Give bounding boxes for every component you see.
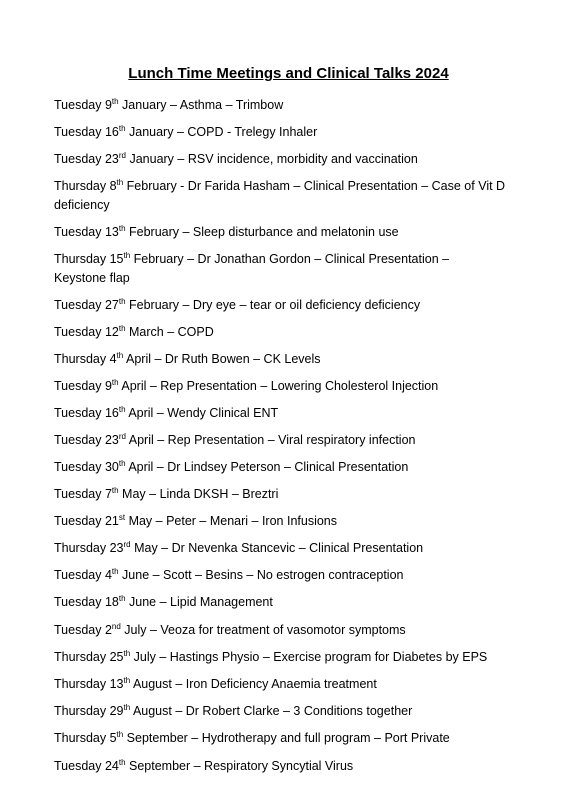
- meeting-date: Thursday 15: [54, 252, 124, 266]
- meeting-description-continued: Keystone flap: [54, 271, 130, 285]
- meeting-date: Thursday 23: [54, 541, 124, 555]
- meeting-description: March – COPD: [125, 325, 214, 339]
- meeting-item: [54, 539, 524, 558]
- meeting-date: Tuesday 18: [54, 595, 119, 609]
- date-ordinal-suffix: th: [111, 377, 119, 387]
- meeting-description: July – Hastings Physio – Exercise program for Diabetes by EPS: [130, 650, 488, 664]
- meeting-date: Thursday 29: [54, 704, 124, 718]
- meeting-item: [54, 593, 524, 612]
- meeting-item: [54, 123, 524, 142]
- date-ordinal-suffix: th: [111, 96, 119, 106]
- meeting-description: May – Linda DKSH – Breztri: [118, 487, 279, 501]
- meeting-item: [54, 250, 524, 288]
- meeting-date: Tuesday 9: [54, 379, 112, 393]
- date-ordinal-suffix: rd: [123, 539, 131, 549]
- meeting-item: [54, 621, 524, 640]
- meeting-item: [54, 757, 524, 776]
- meeting-description: April – Rep Presentation – Viral respiratory infection: [125, 433, 416, 447]
- meeting-date: Tuesday 21: [54, 514, 119, 528]
- meeting-date: Thursday 25: [54, 650, 124, 664]
- meeting-item: [54, 96, 524, 115]
- date-ordinal-suffix: th: [118, 458, 126, 468]
- meeting-date: Tuesday 23: [54, 433, 119, 447]
- date-ordinal-suffix: th: [123, 250, 131, 260]
- meeting-item: [54, 485, 524, 504]
- meeting-date: Tuesday 7: [54, 487, 112, 501]
- meeting-description: September – Hydrotherapy and full program – Port Private: [123, 731, 450, 745]
- meeting-item: [54, 350, 524, 369]
- date-ordinal-suffix: th: [118, 223, 126, 233]
- meeting-description: July – Veoza for treatment of vasomotor symptoms: [120, 623, 406, 637]
- date-ordinal-suffix: th: [116, 350, 124, 360]
- meeting-date: Tuesday 30: [54, 460, 119, 474]
- meeting-description: February - Dr Farida Hasham – Clinical Presentation – Case of Vit D: [123, 179, 506, 193]
- meeting-date: Tuesday 16: [54, 406, 119, 420]
- meeting-item: [54, 323, 524, 342]
- meeting-item: [54, 296, 524, 315]
- date-ordinal-suffix: th: [116, 177, 124, 187]
- meeting-description: April – Wendy Clinical ENT: [125, 406, 279, 420]
- meeting-date: Tuesday 23: [54, 152, 119, 166]
- meeting-item: [54, 431, 524, 450]
- date-ordinal-suffix: nd: [111, 621, 121, 631]
- meeting-description: June – Lipid Management: [125, 595, 273, 609]
- date-ordinal-suffix: rd: [118, 431, 126, 441]
- meeting-description: September – Respiratory Syncytial Virus: [125, 759, 354, 773]
- meeting-date: Thursday 5: [54, 731, 117, 745]
- date-ordinal-suffix: rd: [118, 150, 126, 160]
- meeting-description: April – Rep Presentation – Lowering Cholesterol Injection: [118, 379, 439, 393]
- meeting-date: Tuesday 13: [54, 225, 119, 239]
- meeting-item: [54, 729, 524, 748]
- meeting-description: February – Sleep disturbance and melatonin use: [125, 225, 399, 239]
- meeting-item: [54, 566, 524, 585]
- meeting-item: [54, 675, 524, 694]
- date-ordinal-suffix: th: [118, 123, 126, 133]
- meeting-description: May – Peter – Menari – Iron Infusions: [125, 514, 338, 528]
- meeting-description: August – Iron Deficiency Anaemia treatment: [130, 677, 377, 691]
- date-ordinal-suffix: th: [123, 675, 131, 685]
- meeting-date: Tuesday 24: [54, 759, 119, 773]
- meeting-date: Tuesday 16: [54, 125, 119, 139]
- meeting-description: January – Asthma – Trimbow: [118, 98, 284, 112]
- meeting-item: [54, 648, 524, 667]
- meeting-item: [54, 377, 524, 396]
- meeting-item: [54, 223, 524, 242]
- meeting-date: Thursday 13: [54, 677, 124, 691]
- date-ordinal-suffix: th: [111, 566, 119, 576]
- meeting-item: [54, 150, 524, 169]
- meeting-date: Thursday 4: [54, 352, 117, 366]
- date-ordinal-suffix: th: [116, 729, 124, 739]
- meeting-description: May – Dr Nevenka Stancevic – Clinical Presentation: [130, 541, 424, 555]
- date-ordinal-suffix: th: [111, 485, 119, 495]
- date-ordinal-suffix: th: [123, 702, 131, 712]
- meeting-description: April – Dr Ruth Bowen – CK Levels: [123, 352, 321, 366]
- meeting-date: Tuesday 2: [54, 623, 112, 637]
- date-ordinal-suffix: st: [118, 512, 126, 522]
- meeting-item: [54, 702, 524, 721]
- meeting-description: January – COPD - Trelegy Inhaler: [125, 125, 318, 139]
- date-ordinal-suffix: th: [123, 648, 131, 658]
- meeting-item: [54, 512, 524, 531]
- meeting-description-continued: deficiency: [54, 198, 110, 212]
- meeting-date: Tuesday 9: [54, 98, 112, 112]
- meeting-date: Tuesday 4: [54, 568, 112, 582]
- document-title: Lunch Time Meetings and Clinical Talks 2024: [128, 65, 449, 82]
- date-ordinal-suffix: th: [118, 593, 126, 603]
- meeting-description: June – Scott – Besins – No estrogen contraception: [118, 568, 404, 582]
- meeting-date: Tuesday 12: [54, 325, 119, 339]
- meeting-description: January – RSV incidence, morbidity and vaccination: [125, 152, 418, 166]
- meeting-item: [54, 177, 524, 215]
- meeting-item: [54, 404, 524, 423]
- date-ordinal-suffix: th: [118, 404, 126, 414]
- meeting-item: [54, 458, 524, 477]
- meeting-date: Thursday 8: [54, 179, 117, 193]
- date-ordinal-suffix: th: [118, 757, 126, 767]
- meeting-date: Tuesday 27: [54, 298, 119, 312]
- meeting-description: April – Dr Lindsey Peterson – Clinical Presentation: [125, 460, 409, 474]
- meeting-description: February – Dry eye – tear or oil deficiency deficiency: [125, 298, 421, 312]
- date-ordinal-suffix: th: [118, 296, 126, 306]
- meeting-description: February – Dr Jonathan Gordon – Clinical Presentation –: [130, 252, 450, 266]
- date-ordinal-suffix: th: [118, 323, 126, 333]
- meeting-description: August – Dr Robert Clarke – 3 Conditions together: [130, 704, 413, 718]
